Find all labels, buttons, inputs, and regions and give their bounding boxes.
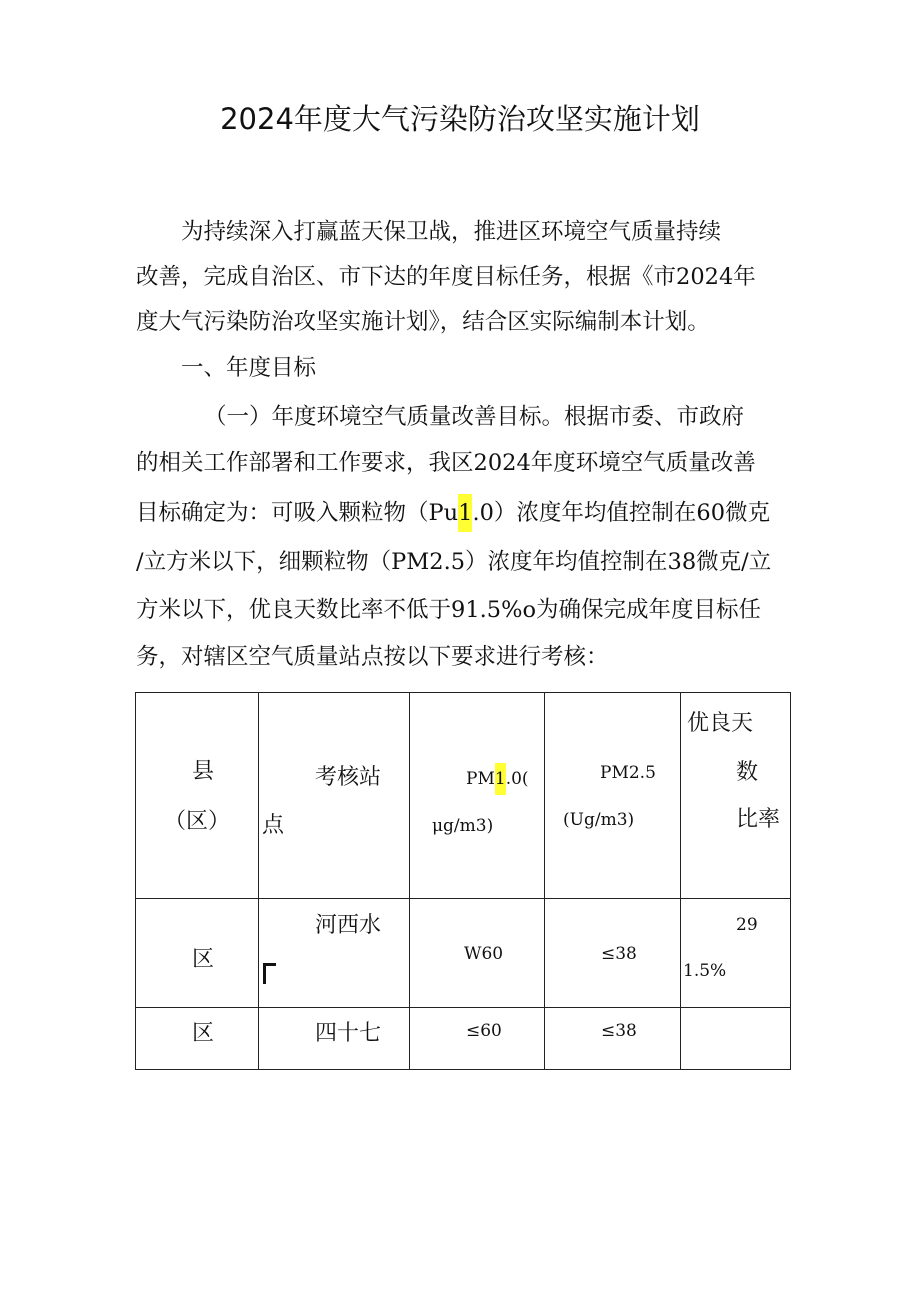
header-ratio-line3: 比率 — [736, 807, 781, 832]
row1-pm10: W60 — [464, 944, 504, 964]
row1-county-cell — [136, 899, 259, 1008]
corner-mark-icon — [263, 963, 276, 984]
row2-pm25: ≤38 — [601, 1021, 637, 1041]
header-pm10-line1 — [466, 756, 529, 802]
target-line-3 — [136, 490, 796, 536]
row2-pm10: ≤60 — [466, 1021, 502, 1041]
intro-line-1: 为持续深入打赢蓝天保卫战，推进区环境空气质量持续 — [181, 219, 722, 245]
target-line-3-highlight: 1 — [458, 494, 472, 532]
header-pm10-highlight: 1 — [495, 763, 506, 795]
row1-pm25-cell — [545, 899, 681, 1008]
section-heading: 一、年度目标 — [181, 355, 317, 381]
row1-station: 河西水 — [315, 913, 382, 938]
row1-ratio-line1: 29 — [736, 915, 758, 935]
target-line-1: （一）年度环境空气质量改善目标。根据市委、市政府 — [204, 404, 745, 430]
row2-ratio-cell — [681, 1008, 791, 1070]
target-line-2: 的相关工作部署和工作要求，我区2024年度环境空气质量改善 — [136, 450, 756, 476]
target-line-5: 方米以下，优良天数比率不低于91.5%o为确保完成年度目标任 — [136, 597, 762, 623]
target-line-4: /立方米以下，细颗粒物（PM2.5）浓度年均值控制在38微克/立 — [136, 549, 772, 575]
header-pm25-line2: (Ug/m3) — [563, 810, 635, 830]
header-county-line2: （区） — [164, 809, 231, 834]
target-line-3-text — [136, 494, 770, 532]
intro-line-2: 改善，完成自治区、市下达的年度目标任务，根据《市2024年 — [136, 264, 756, 290]
row2-county: 区 — [192, 1021, 215, 1046]
header-pm10-after: .0( — [505, 769, 529, 789]
target-line-6: 务，对辖区空气质量站点按以下要求进行考核： — [136, 644, 609, 670]
row1-county: 区 — [192, 947, 215, 972]
header-ratio-line2: 数 — [736, 760, 759, 785]
row1-ratio-line2: 1.5% — [683, 961, 727, 981]
table-row — [136, 899, 791, 1008]
row2-pm10-cell — [410, 1008, 545, 1070]
row1-pm10-cell — [410, 899, 545, 1008]
table-header-row — [136, 693, 791, 899]
header-ratio-line1: 优良天 — [687, 711, 754, 736]
header-pm10-before: PM — [466, 769, 495, 789]
header-ratio-cell — [681, 693, 791, 899]
header-pm10-line2: μg/m3) — [432, 816, 494, 836]
assessment-table — [135, 692, 791, 1070]
header-station-cell — [259, 693, 410, 899]
row2-pm25-cell — [545, 1008, 681, 1070]
document-title: 2024年度大气污染防治攻坚实施计划 — [220, 102, 700, 136]
row1-pm25: ≤38 — [601, 944, 637, 964]
target-line-3-after: .0）浓度年均值控制在60微克 — [472, 500, 771, 526]
intro-line-3: 度大气污染防治攻坚实施计划》，结合区实际编制本计划。 — [136, 309, 710, 335]
header-pm10-cell — [410, 693, 545, 899]
row2-station-cell — [259, 1008, 410, 1070]
row1-ratio-cell — [681, 899, 791, 1008]
header-pm25-cell — [545, 693, 681, 899]
header-station-line2: 点 — [262, 813, 285, 838]
table-row — [136, 1008, 791, 1070]
header-county-line1: 县 — [192, 759, 215, 784]
row2-station: 四十七 — [315, 1021, 382, 1046]
header-pm25-line1: PM2.5 — [600, 763, 656, 783]
target-line-3-before: 目标确定为：可吸入颗粒物（Pu — [136, 500, 459, 526]
row1-station-cell — [259, 899, 410, 1008]
row2-county-cell — [136, 1008, 259, 1070]
header-county-cell — [136, 693, 259, 899]
header-station-line1: 考核站 — [315, 765, 382, 790]
